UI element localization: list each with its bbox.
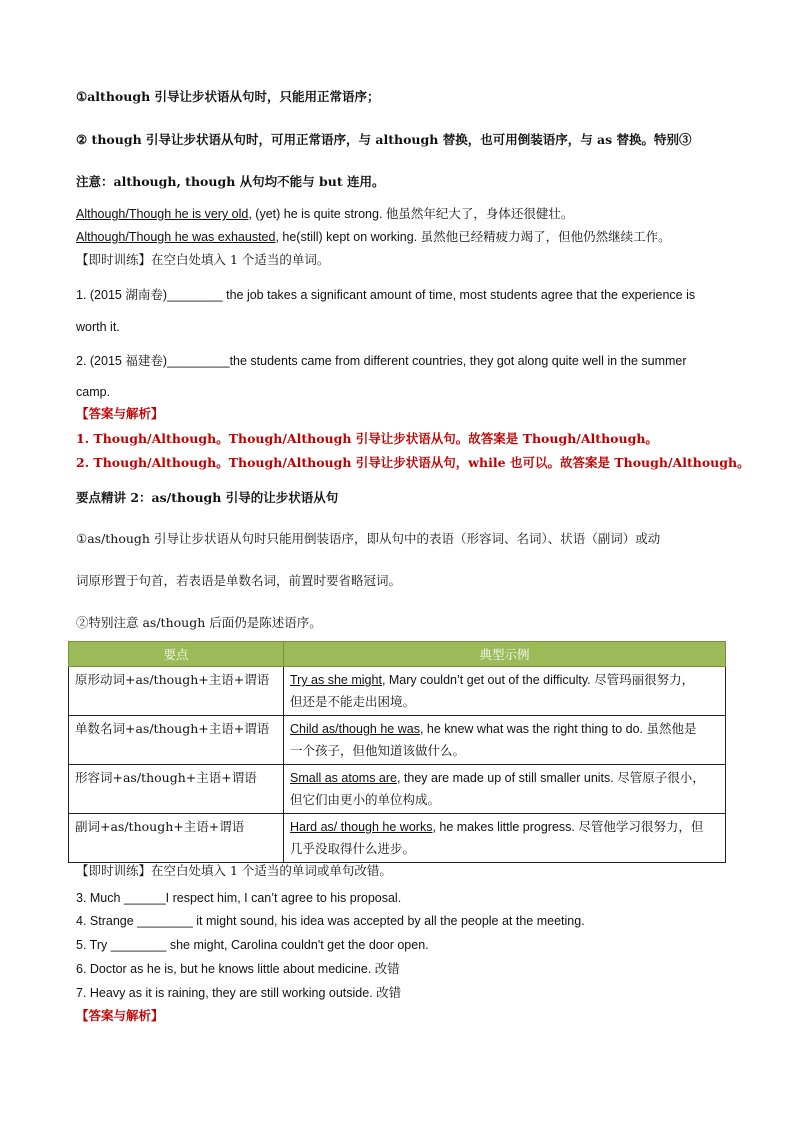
answer-2: 2. Though/Although。Though/Although 引导让步状语从句，while 也可以。故答案是 Though/Although。 — [76, 455, 750, 470]
example-translation: 但还是不能走出困境。 — [290, 695, 416, 709]
example-rest: , they are made up of still smaller units. 尽管原子很小， — [396, 771, 705, 785]
rule-declarative-order: ②特别注意 as/though 后面仍是陈述语序。 — [76, 615, 322, 630]
answer-title-1: 【答案与解析】 — [76, 406, 164, 421]
question-5: 5. Try ________ she might, Carolina couldn't get the door open. — [76, 938, 429, 952]
table-header-row — [69, 642, 726, 667]
header-key-point: 要点 — [69, 642, 284, 667]
table-row — [69, 716, 726, 765]
question-1: 1. (2015 湖南卷)________ the job takes a significant amount of time, most students agree that the experience is — [76, 288, 696, 302]
example-clause: Small as atoms are — [290, 771, 397, 785]
rule-though: ② though 引导让步状语从句时，可用正常语序，与 although 替换，也可用倒装语序，与 as 替换。特别③ — [76, 132, 692, 147]
question-6: 6. Doctor as he is, but he knows little about medicine. 改错 — [76, 962, 400, 976]
rule-no-but: 注意：although, though 从句均不能与 but 连用。 — [76, 174, 385, 189]
example-clause: Although/Though he is very old — [76, 207, 249, 221]
section-heading-2: 要点精讲 2：as/though 引导的让步状语从句 — [76, 490, 339, 505]
answer-1: 1. Though/Although。Though/Although 引导让步状语从句。故答案是 Though/Although。 — [76, 431, 658, 446]
question-1-cont: worth it. — [76, 320, 120, 334]
practice-title-2: 【即时训练】在空白处填入 1 个适当的单词或单句改错。 — [76, 863, 392, 878]
key-point-cell: 副词+as/though+主语+谓语 — [69, 814, 284, 863]
example-cell — [284, 814, 726, 863]
question-2: 2. (2015 福建卷)_________the students came from different countries, they got along quite well in the summer — [76, 354, 687, 368]
practice-title-1: 【即时训练】在空白处填入 1 个适当的单词。 — [76, 252, 330, 267]
key-points-table — [68, 641, 726, 863]
rule-as-though: ①as/though 引导让步状语从句时只能用倒装语序，即从句中的表语（形容词、名词）、状语（副词）或动 — [76, 531, 661, 546]
rule-as-though-cont: 词原形置于句首，若表语是单数名词，前置时要省略冠词。 — [76, 573, 402, 588]
example-rest: , Mary couldn’t get out of the difficulty. 尽管玛丽很努力， — [381, 673, 695, 687]
example-clause: Try as she might — [290, 673, 382, 687]
key-point-cell: 原形动词+as/though+主语+谓语 — [69, 667, 284, 716]
question-2-cont: camp. — [76, 385, 111, 399]
question-3: 3. Much ______I respect him, I can’t agree to his proposal. — [76, 891, 402, 905]
example-cell — [284, 716, 726, 765]
example-cell — [284, 765, 726, 814]
example-translation: 但它们由更小的单位构成。 — [290, 793, 441, 807]
example-clause: Hard as/ though he works — [290, 820, 433, 834]
example-clause: Although/Though he was exhausted — [76, 230, 276, 244]
table-row — [69, 814, 726, 863]
header-example: 典型示例 — [284, 642, 726, 667]
table-row — [69, 667, 726, 716]
example-rest: , he(still) kept on working. 虽然他已经精疲力竭了，但他仍然继续工作。 — [275, 230, 671, 244]
example-translation: 一个孩子，但他知道该做什么。 — [290, 744, 466, 758]
question-4: 4. Strange ________ it might sound, his idea was accepted by all the people at the meeting. — [76, 914, 585, 928]
example-translation: 几乎没取得什么进步。 — [290, 842, 416, 856]
example-rest: , (yet) he is quite strong. 他虽然年纪大了，身体还很健壮。 — [248, 207, 574, 221]
answer-title-2: 【答案与解析】 — [76, 1008, 164, 1023]
example-cell — [284, 667, 726, 716]
key-point-cell: 单数名词+as/though+主语+谓语 — [69, 716, 284, 765]
example-rest: , he knew what was the right thing to do. 虽然他是 — [419, 722, 697, 736]
key-point-cell: 形容词+as/though+主语+谓语 — [69, 765, 284, 814]
example-rest: , he makes little progress. 尽管他学习很努力，但 — [432, 820, 704, 834]
example-sentence-1 — [76, 205, 724, 223]
table-row — [69, 765, 726, 814]
question-7: 7. Heavy as it is raining, they are still working outside. 改错 — [76, 986, 402, 1000]
rule-although: ①although 引导让步状语从句时，只能用正常语序； — [76, 89, 380, 104]
example-sentence-2 — [76, 228, 724, 246]
example-clause: Child as/though he was — [290, 722, 420, 736]
